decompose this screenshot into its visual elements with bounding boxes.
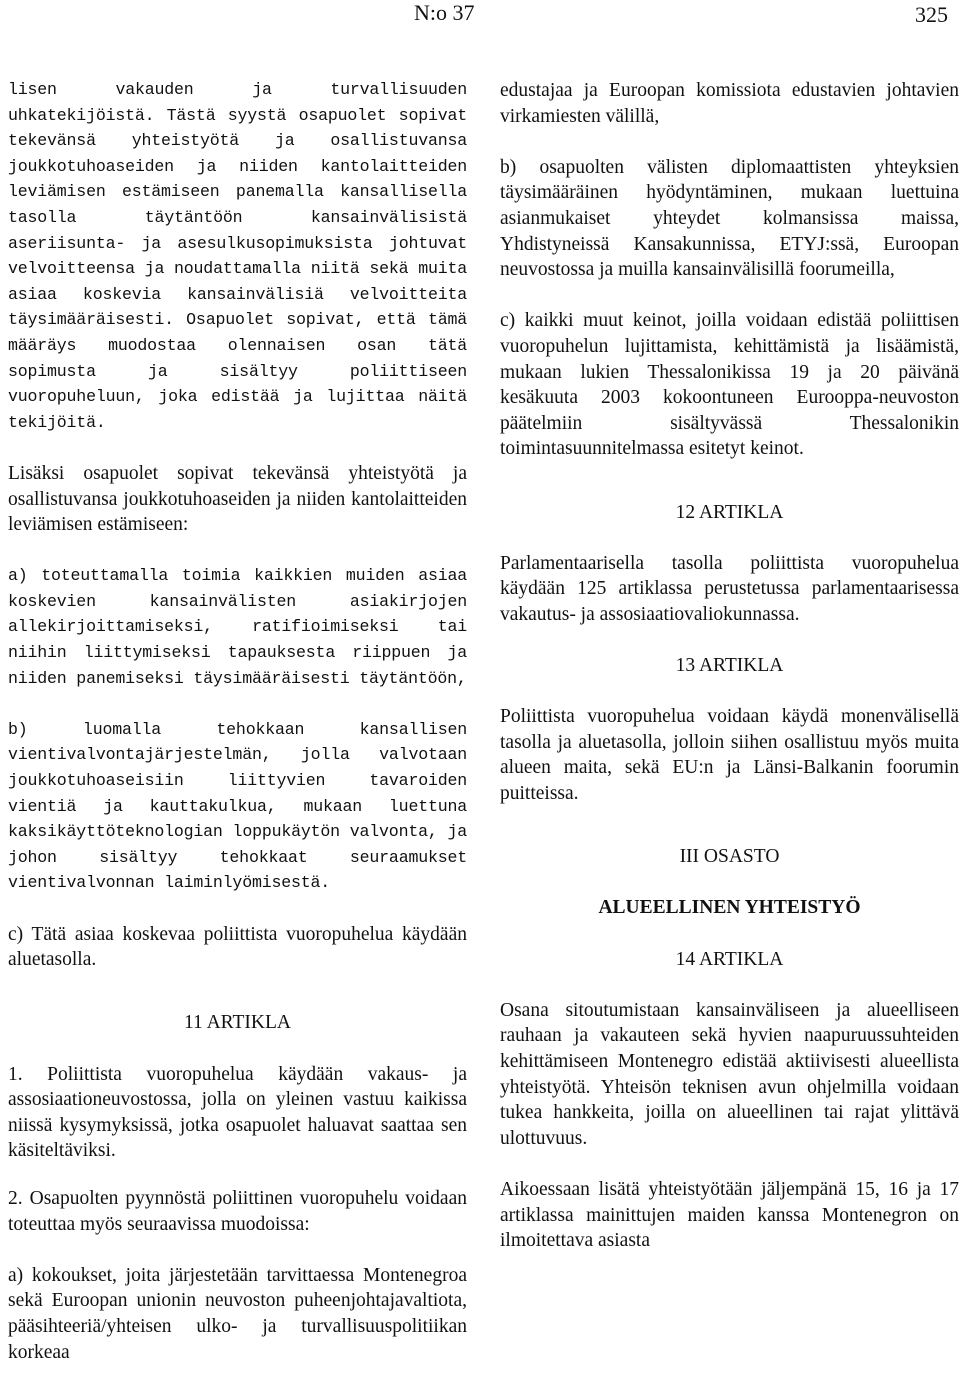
article-13-text: Poliittista vuoropuhelua voidaan käydä monenvälisellä tasolla ja aluetasolla, jolloin siihen osallistuu myös muita alueen maita, sekä EU:n ja Länsi-Balkanin foorumin puitteissa.	[500, 706, 959, 805]
article-14-paragraph-2: Aikoessaan lisätä yhteistyötään jäljempänä 15, 16 ja 17 artiklassa mainittujen maiden kanssa Montenegron on ilmoitettava asiasta	[500, 1178, 959, 1252]
paragraph-continuation: edustajaa ja Euroopan komissiota edustavien johtavien virkamiesten välillä,	[500, 80, 959, 127]
part-title: ALUEELLINEN YHTEISTYÖ	[598, 897, 861, 919]
article-14-paragraph-1: Osana sitoutumistaan kansainväliseen ja alueelliseen rauhaan ja vakauteen sekä hyvien naapuruussuhteiden kehittämiseen Montenegro edistää aktiivisesti alueellista yhteistyötä. Yhteisön teknisen avun ohjelmilla voidaan tukea hankkeita, joilla on alueellinen tai rajat ylittävä ulottuvuus.	[500, 999, 959, 1149]
paragraph-cooperation-intro: Lisäksi osapuolet sopivat tekevänsä yhteistyötä ja osallistuvansa joukkotuhoaseiden ja niiden kantolaitteiden leviämisen estämiseen:	[8, 462, 467, 536]
right-column	[500, 78, 959, 1254]
article-13-heading: 13 ARTIKLA	[675, 655, 784, 677]
article-11-item-a: a) kokoukset, joita järjestetään tarvittaessa Montenegroa sekä Euroopan unionin neuvoston puheenjohtajavaltiota, pääsihteeriä/yhteisen ulko- ja turvallisuuspolitiikan korkeaa	[8, 1264, 467, 1363]
list-item-c-other-means: c) kaikki muut keinot, joilla voidaan edistää poliittisen vuoropuhelun lujittamista, kehittämistä ja lisäämistä, mukaan lukien Thessalonikissa 19 ja 20 päivänä kesäkuuta 2003 kokoontuneen Eurooppa-neuvoston päätelmiin sisältyvässä Thessalonikin toimintasuunnitelmassa esitetyt keinot.	[500, 310, 959, 460]
list-item-b-diplomatic: b) osapuolten välisten diplomaattisten yhteyksien täysimääräinen hyödyntäminen, mukaan luettuina asianmukaiset yhteydet kolmansissa maissa, Yhdistyneissä Kansakunnissa, ETYJ:ssä, Euroopan neuvostossa ja muilla kansainvälisillä foorumeilla,	[500, 156, 959, 281]
section-number: N:o 37	[414, 0, 475, 25]
article-12-heading: 12 ARTIKLA	[675, 501, 784, 523]
list-item-c: c) Tätä asiaa koskevaa poliittista vuoropuhelua käydään aluetasolla.	[8, 923, 467, 971]
paragraph-security-threats: lisen vakauden ja turvallisuuden uhkatekijöistä. Tästä syystä osapuolet sopivat tekevänsä yhteistyötä ja osallistuvansa joukkotuhoaseiden ja niiden kantolaitteiden leviämisen estämiseen panemalla kansallisella tasolla täytäntöön kansainvälisistä aseriisunta- ja asesulkusopimuksista johtuvat velvoitteensa ja noudattamalla niitä sekä muita asiaa koskevia kansainvälisiä velvoitteita täysimääräisesti. Osapuolet sopivat, että tämä määräys muodostaa olennaisen osan tätä sopimusta ja sisältyy poliittiseen vuoropuheluun, joka edistää ja lujittaa näitä tekijöitä.	[8, 80, 467, 432]
article-11-paragraph-2: 2. Osapuolten pyynnöstä poliittinen vuoropuhelu voidaan toteuttaa myös seuraavissa muodoissa:	[8, 1187, 467, 1235]
article-12-text: Parlamentaarisella tasolla poliittista vuoropuhelua käydään 125 artiklassa perustetussa parlamentaarisessa vakautus- ja assosiaatiovaliokunnassa.	[500, 552, 959, 625]
article-11-heading: 11 ARTIKLA	[184, 1012, 291, 1034]
list-item-b: b) luomalla tehokkaan kansallisen vientivalvontajärjestelmän, jolla valvotaan joukkotuhoaseisiin liittyvien tavaroiden vientiä ja kauttakulkua, mukaan luettuna kaksikäyttöteknologian loppukäytön valvonta, ja johon sisältyy tehokkaat seuraamukset vientivalvonnan laiminlyömisestä.	[8, 719, 467, 893]
page-number: 325	[915, 2, 948, 27]
part-heading: III OSASTO	[679, 846, 780, 868]
article-14-heading: 14 ARTIKLA	[675, 948, 784, 970]
list-item-a: a) toteuttamalla toimia kaikkien muiden asiaa koskevien kansainvälisten asiakirjojen allekirjoittamiseksi, ratifioimiseksi tai niihin liittymiseksi tapauksesta riippuen ja niiden panemiseksi täysimääräisesti täytäntöön,	[8, 566, 467, 688]
left-column	[8, 77, 467, 1365]
article-11-paragraph-1: 1. Poliittista vuoropuhelua käydään vakaus- ja assosiaationeuvostossa, jolla on yleinen vastuu kaikissa niissä kysymyksissä, jotka osapuolet haluavat saattaa sen käsiteltäviksi.	[8, 1063, 467, 1162]
